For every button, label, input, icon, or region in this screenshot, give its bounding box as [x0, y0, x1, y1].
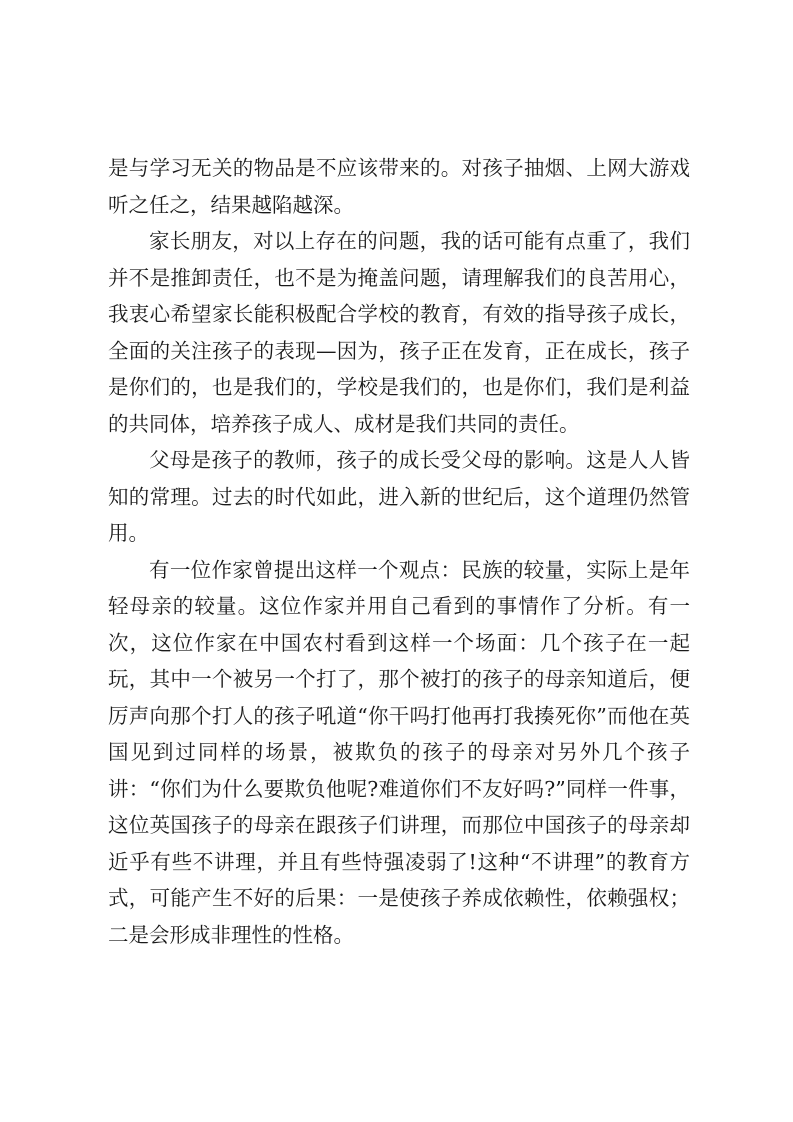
paragraph-2: 家长朋友，对以上存在的问题，我的话可能有点重了，我们并不是推卸责任，也不是为掩盖问题，请理解我们的良苦用心，我衷心希望家长能积极配合学校的教育，有效的指导孩子成长，全面的关注孩子的表现—因为，孩子正在发育，正在成长，孩子是你们的，也是我们的，学校是我们的，也是你们，我们是利益的共同体，培养孩子成人、成材是我们共同的责任。: [108, 229, 690, 436]
paragraph-3: 父母是孩子的教师，孩子的成长受父母的影响。这是人人皆知的常理。过去的时代如此，进入新的世纪后，这个道理仍然管用。: [108, 448, 690, 545]
paragraph-4: 有一位作家曾提出这样一个观点：民族的较量，实际上是年轻母亲的较量。这位作家并用自己看到的事情作了分析。有一次，这位作家在中国农村看到这样一个场面：几个孩子在一起玩，其中一个被另一个打了，那个被打的孩子的母亲知道后，便厉声向那个打人的孩子吼道“你干吗打他再打我揍死你”而他在英国见到过同样的场景，被欺负的孩子的母亲对另外几个孩子讲：“你们为什么要欺负他呢?难道你们不友好吗?”同样一件事，这位英国孩子的母亲在跟孩子们讲理，而那位中国孩子的母亲却近乎有些不讲理，并且有些恃强凌弱了!这种“不讲理”的教育方式，可能产生不好的后果：一是使孩子养成依赖性，依赖强权；二是会形成非理性的性格。: [108, 557, 690, 947]
document-body: [108, 150, 690, 953]
paragraph-1: 是与学习无关的物品是不应该带来的。对孩子抽烟、上网大游戏听之任之，结果越陷越深。: [108, 156, 690, 217]
